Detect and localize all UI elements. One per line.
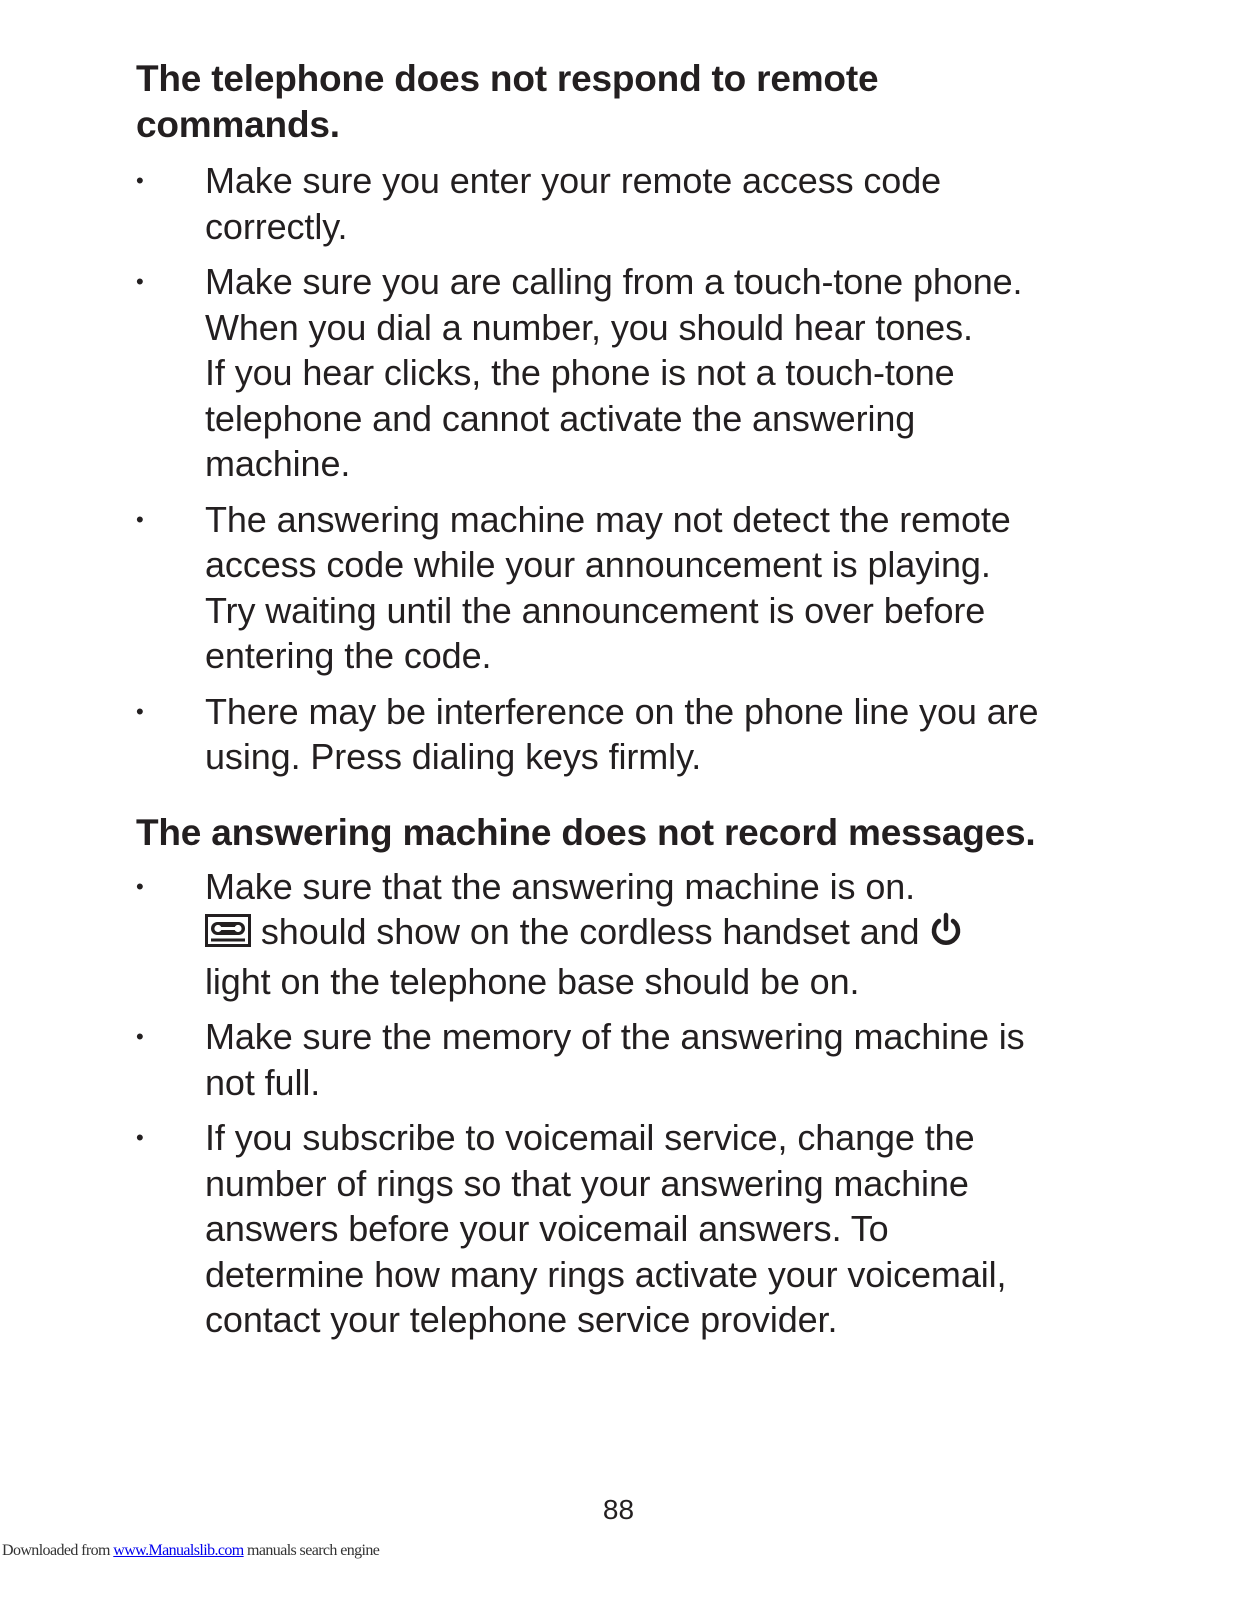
text-line: machine. xyxy=(205,443,351,484)
text-line: determine how many rings activate your voicemail, xyxy=(205,1253,1007,1295)
answering-machine-icon xyxy=(205,913,251,959)
text-line: Make sure that the answering machine is on. xyxy=(205,865,916,907)
text-line: Make sure you enter your remote access code xyxy=(205,160,942,201)
list-item xyxy=(136,689,1096,780)
footer-prefix: Downloaded from xyxy=(2,1542,114,1559)
manual-page xyxy=(136,56,1096,1353)
section-heading-remote-commands xyxy=(136,56,1096,148)
text-line: If you subscribe to voicemail service, change the xyxy=(205,1117,975,1158)
download-footer xyxy=(2,1541,379,1561)
text-line: There may be interference on the phone line you are xyxy=(205,690,1039,732)
bullet-text xyxy=(205,1014,1096,1105)
heading-line: The telephone does not respond to remote xyxy=(136,58,879,99)
text-line: not full. xyxy=(205,1061,321,1103)
section-heading-not-recording xyxy=(136,810,1096,856)
page-number: 88 xyxy=(602,1494,635,1525)
list-item xyxy=(136,1014,1096,1105)
text-line: Try waiting until the announcement is over before xyxy=(205,589,986,631)
text-line: The answering machine may not detect the remote xyxy=(205,498,1011,540)
bullet-list-not-recording xyxy=(136,864,1096,1343)
text-line: contact your telephone service provider. xyxy=(205,1299,838,1340)
heading-line: The answering machine does not record messages. xyxy=(136,811,1036,853)
bullet-marker: • xyxy=(136,1024,144,1049)
bullet-marker: • xyxy=(136,873,144,899)
bullet-text xyxy=(205,689,1096,780)
text-line: Make sure you are calling from a touch-tone phone. xyxy=(205,261,1023,302)
bullet-list-remote-commands xyxy=(136,158,1096,780)
text-line: answers before your voicemail answers. To xyxy=(205,1208,889,1249)
text-line: access code while your announcement is playing. xyxy=(205,544,991,585)
list-item xyxy=(136,497,1096,679)
text-line: light on the telephone base should be on. xyxy=(205,960,860,1002)
bullet-text xyxy=(205,158,1096,249)
text-line: entering the code. xyxy=(205,635,492,676)
power-icon xyxy=(929,912,963,959)
list-item xyxy=(136,864,1096,1005)
bullet-marker: • xyxy=(136,1125,144,1150)
text-line: Make sure the memory of the answering machine is xyxy=(205,1016,1025,1057)
text-line: using. Press dialing keys firmly. xyxy=(205,736,702,777)
bullet-text xyxy=(205,1115,1096,1343)
heading-line: commands. xyxy=(136,104,340,145)
bullet-text xyxy=(205,864,1096,1005)
footer-suffix: manuals search engine xyxy=(243,1542,380,1559)
text-line: If you hear clicks, the phone is not a touch-tone xyxy=(205,352,955,393)
manualslib-link[interactable]: www.Manualslib.com xyxy=(113,1542,244,1559)
bullet-marker: • xyxy=(136,506,144,532)
text-line: correctly. xyxy=(205,205,348,247)
text-line: number of rings so that your answering machine xyxy=(205,1162,969,1204)
list-item xyxy=(136,158,1096,249)
text-line: telephone and cannot activate the answering xyxy=(205,397,916,439)
text-line: When you dial a number, you should hear tones. xyxy=(205,306,973,348)
list-item xyxy=(136,1115,1096,1343)
bullet-text xyxy=(205,259,1096,487)
text-line-with-icons xyxy=(205,909,1096,959)
bullet-text xyxy=(205,497,1096,679)
bullet-marker: • xyxy=(136,269,144,294)
list-item xyxy=(136,259,1096,487)
bullet-marker: • xyxy=(136,168,144,193)
bullet-marker: • xyxy=(136,698,144,724)
inline-text: should show on the cordless handset and xyxy=(260,911,920,952)
